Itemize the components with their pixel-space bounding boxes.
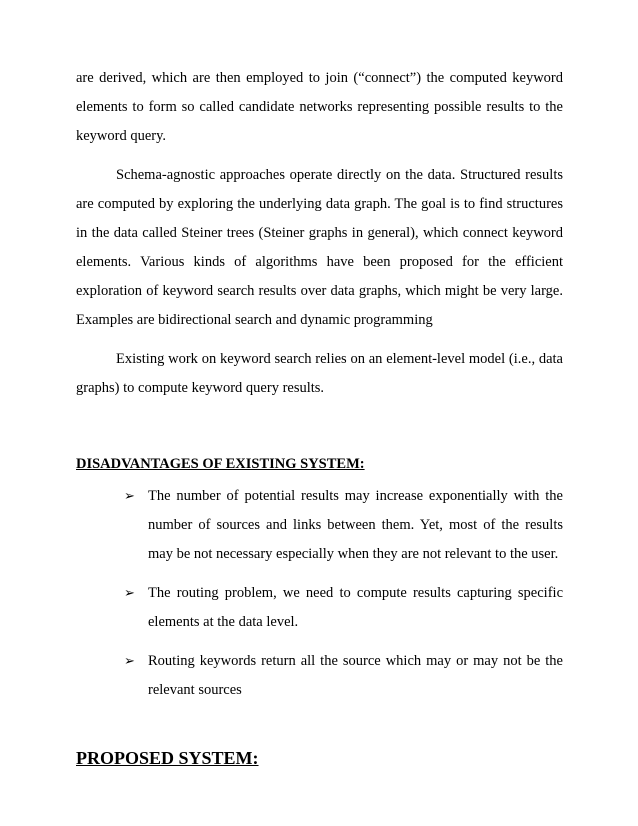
disadvantages-heading: DISADVANTAGES OF EXISTING SYSTEM: [76,456,365,472]
list-item-text: The number of potential results may increase exponentially with the number of sources and links between them. Yet, most of the results may be not necessary especially when they are not relevant to the user. [148,488,563,562]
arrowhead-bullet-icon: ➢ [124,586,135,601]
disadvantages-list [76,482,563,705]
list-item [124,647,563,705]
proposed-system-heading: PROPOSED SYSTEM: [76,748,259,768]
paragraph-candidate-networks: are derived, which are then employed to join (“connect”) the computed keyword elements to form so called candidate networks representing possible results to the keyword query. [76,70,563,144]
document-page [76,64,563,770]
arrowhead-bullet-icon: ➢ [124,489,135,504]
list-item-text: Routing keywords return all the source which may or may not be the relevant sources [148,653,563,698]
list-item-text: The routing problem, we need to compute results capturing specific elements at the data level. [148,585,563,630]
arrowhead-bullet-icon: ➢ [124,654,135,669]
list-item [124,482,563,569]
paragraph-existing-work: Existing work on keyword search relies on an element-level model (i.e., data graphs) to compute keyword query results. [76,351,563,396]
list-item [124,579,563,637]
paragraph-schema-agnostic: Schema-agnostic approaches operate directly on the data. Structured results are computed by exploring the underlying data graph. The goal is to find structures in the data called Steiner trees (Steiner graphs in general), which connect keyword elements. Various kinds of algorithms have been proposed for the efficient exploration of keyword search results over data graphs, which might be very large. Examples are bidirectional search and dynamic programming [76,167,563,328]
